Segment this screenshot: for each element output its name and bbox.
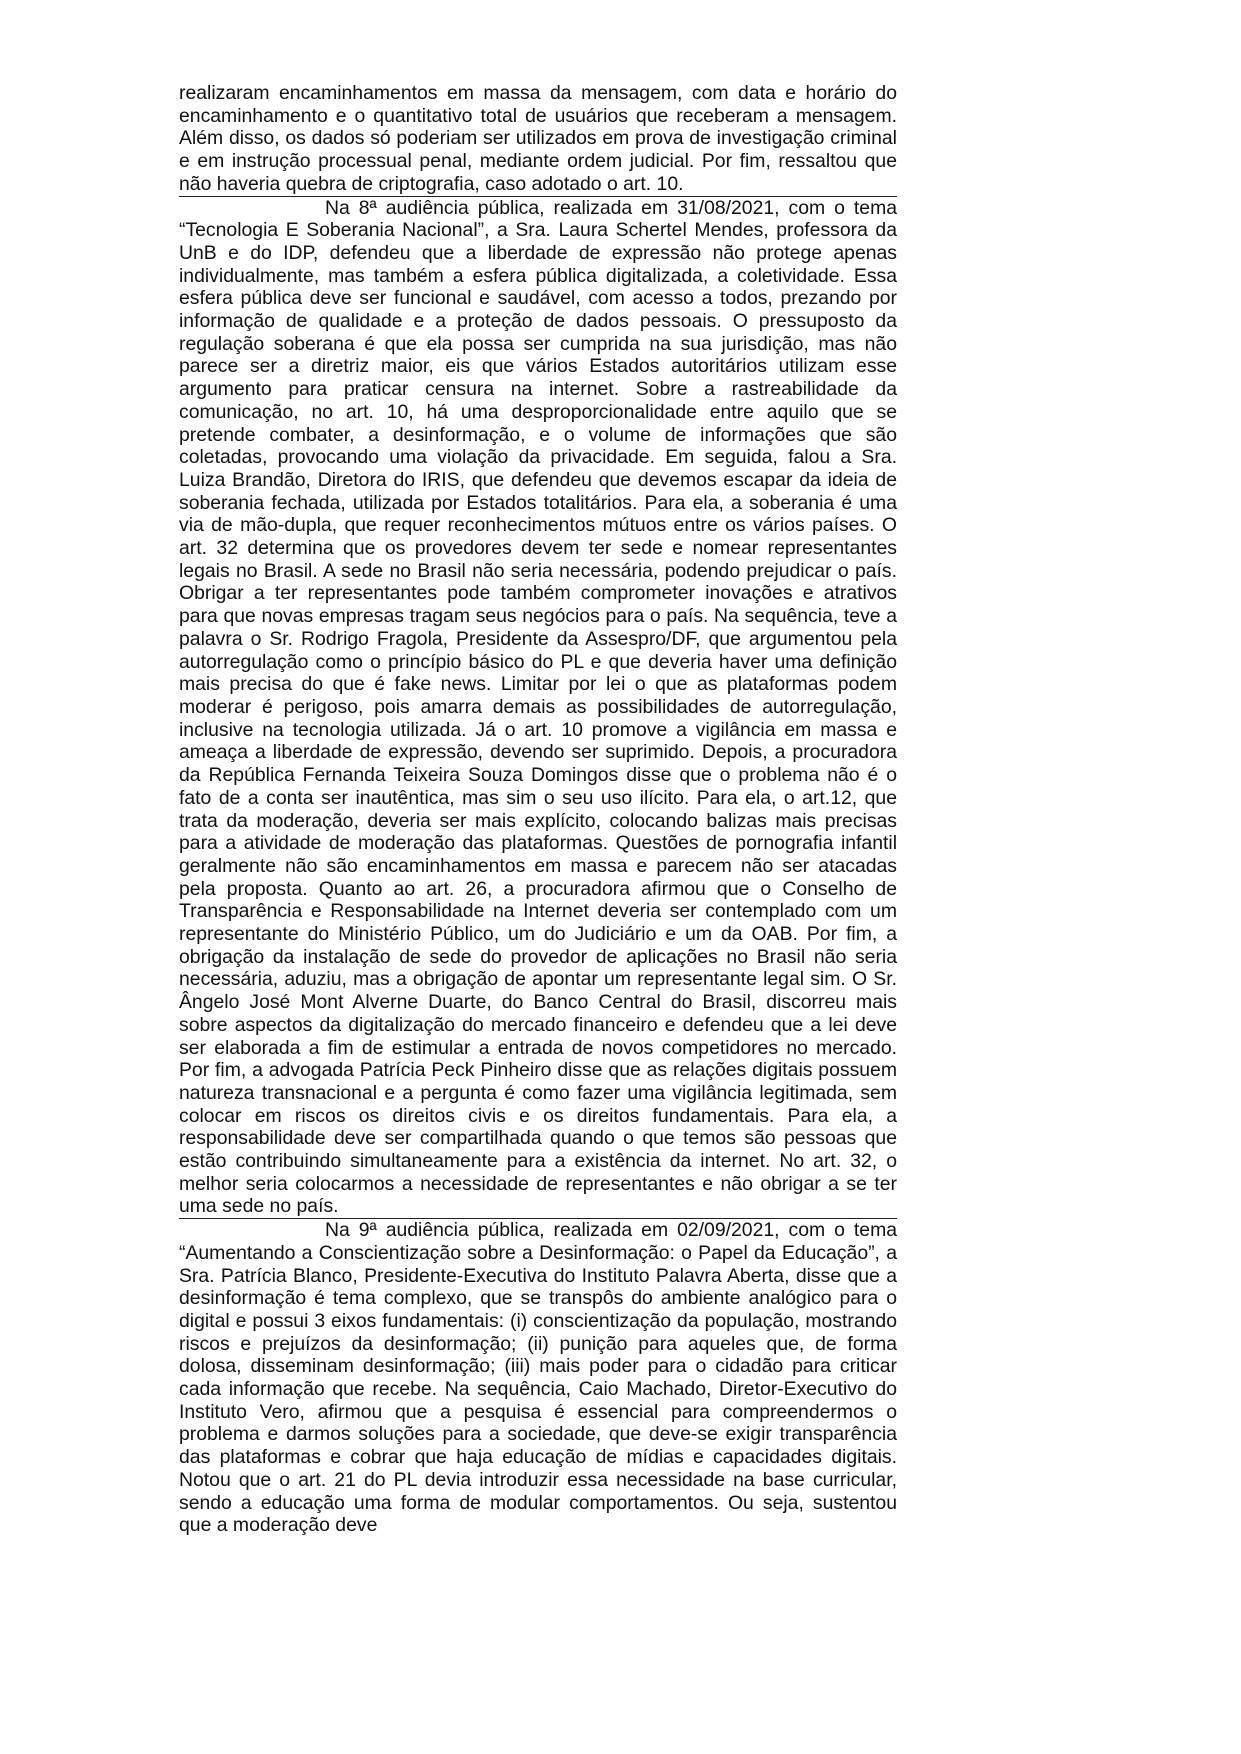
document-page [179, 82, 897, 1537]
paragraph-8th-hearing: Na 8ª audiência pública, realizada em 31/08/2021, com o tema “Tecnologia E Soberania Nacional”, a Sra. Laura Schertel Mendes, professora da UnB e do IDP, defendeu que a liberdade de expressão não protege apenas individualmente, mas também a esfera pública digitalizada, a coletividade. Essa esfera pública deve ser funcional e saudável, com acesso a todos, prezando por informação de qualidade e a proteção de dados pessoais. O pressuposto da regulação soberana é que ela possa ser cumprida na sua jurisdição, mas não parece ser a diretriz maior, eis que vários Estados autoritários utilizam esse argumento para praticar censura na internet. Sobre a rastreabilidade da comunicação, no art. 10, há uma desproporcionalidade entre aquilo que se pretende combater, a desinformação, e o volume de informações que são coletadas, provocando uma violação da privacidade. Em seguida, falou a Sra. Luiza Brandão, Diretora do IRIS, que defendeu que devemos escapar da ideia de soberania fechada, utilizada por Estados totalitários. Para ela, a soberania é uma via de mão-dupla, que requer reconhecimentos mútuos entre os vários países. O art. 32 determina que os provedores devem ter sede e nomear representantes legais no Brasil. A sede no Brasil não seria necessária, podendo prejudicar o país. Obrigar a ter representantes pode também comprometer inovações e atrativos para que novas empresas tragam seus negócios para o país. Na sequência, teve a palavra o Sr. Rodrigo Fragola, Presidente da Assespro/DF, que argumentou pela autorregulação como o princípio básico do PL e que deveria haver uma definição mais precisa do que é fake news. Limitar por lei o que as plataformas podem moderar é perigoso, pois amarra demais as possibilidades de autorregulação, inclusive na tecnologia utilizada. Já o art. 10 promove a vigilância em massa e ameaça a liberdade de expressão, devendo ser suprimido. Depois, a procuradora da República Fernanda Teixeira Souza Domingos disse que o problema não é o fato de a conta ser inautêntica, mas sim o seu uso ilícito. Para ela, o art.12, que trata da moderação, deveria ser mais explícito, colocando balizas mais precisas para a atividade de moderação das plataformas. Questões de pornografia infantil geralmente não são encaminhamentos em massa e parecem não ser atacadas pela proposta. Quanto ao art. 26, a procuradora afirmou que o Conselho de Transparência e Responsabilidade na Internet deveria ser contemplado com um representante do Ministério Público, um do Judiciário e um da OAB. Por fim, a obrigação da instalação de sede do provedor de aplicações no Brasil não seria necessária, aduziu, mas a obrigação de apontar um representante legal sim. O Sr. Ângelo José Mont Alverne Duarte, do Banco Central do Brasil, discorreu mais sobre aspectos da digitalização do mercado financeiro e defendeu que a lei deve ser elaborada a fim de estimular a entrada de novos competidores no mercado. Por fim, a advogada Patrícia Peck Pinheiro disse que as relações digitais possuem natureza transnacional e a pergunta é como fazer uma vigilância legitimada, sem colocar em riscos os direitos civis e os direitos fundamentais. Para ela, a responsabilidade deve ser compartilhada quando o que temos são pessoas que estão contribuindo simultaneamente para a existência da internet. No art. 32, o melhor seria colocarmos a necessidade de representantes e não obrigar a se ter uma sede no país. [179, 196, 897, 1218]
paragraph-continuation: realizaram encaminhamentos em massa da mensagem, com data e horário do encaminhamento e o quantitativo total de usuários que receberam a mensagem. Além disso, os dados só poderiam ser utilizados em prova de investigação criminal e em instrução processual penal, mediante ordem judicial. Por fim, ressaltou que não haveria quebra de criptografia, caso adotado o art. 10. [179, 82, 897, 195]
paragraph-9th-hearing: Na 9ª audiência pública, realizada em 02/09/2021, com o tema “Aumentando a Conscientização sobre a Desinformação: o Papel da Educação”, a Sra. Patrícia Blanco, Presidente-Executiva do Instituto Palavra Aberta, disse que a desinformação é tema complexo, que se transpôs do ambiente analógico para o digital e possui 3 eixos fundamentais: (i) conscientização da população, mostrando riscos e prejuízos da desinformação; (ii) punição para aqueles que, de forma dolosa, disseminam desinformação; (iii) mais poder para o cidadão para criticar cada informação que recebe. Na sequência, Caio Machado, Diretor-Executivo do Instituto Vero, afirmou que a pesquisa é essencial para compreendermos o problema e darmos soluções para a sociedade, que deve-se exigir transparência das plataformas e cobrar que haja educação de mídias e capacidades digitais. Notou que o art. 21 do PL devia introduzir essa necessidade na base curricular, sendo a educação uma forma de modular comportamentos. Ou seja, sustentou que a moderação deve [179, 1219, 897, 1537]
